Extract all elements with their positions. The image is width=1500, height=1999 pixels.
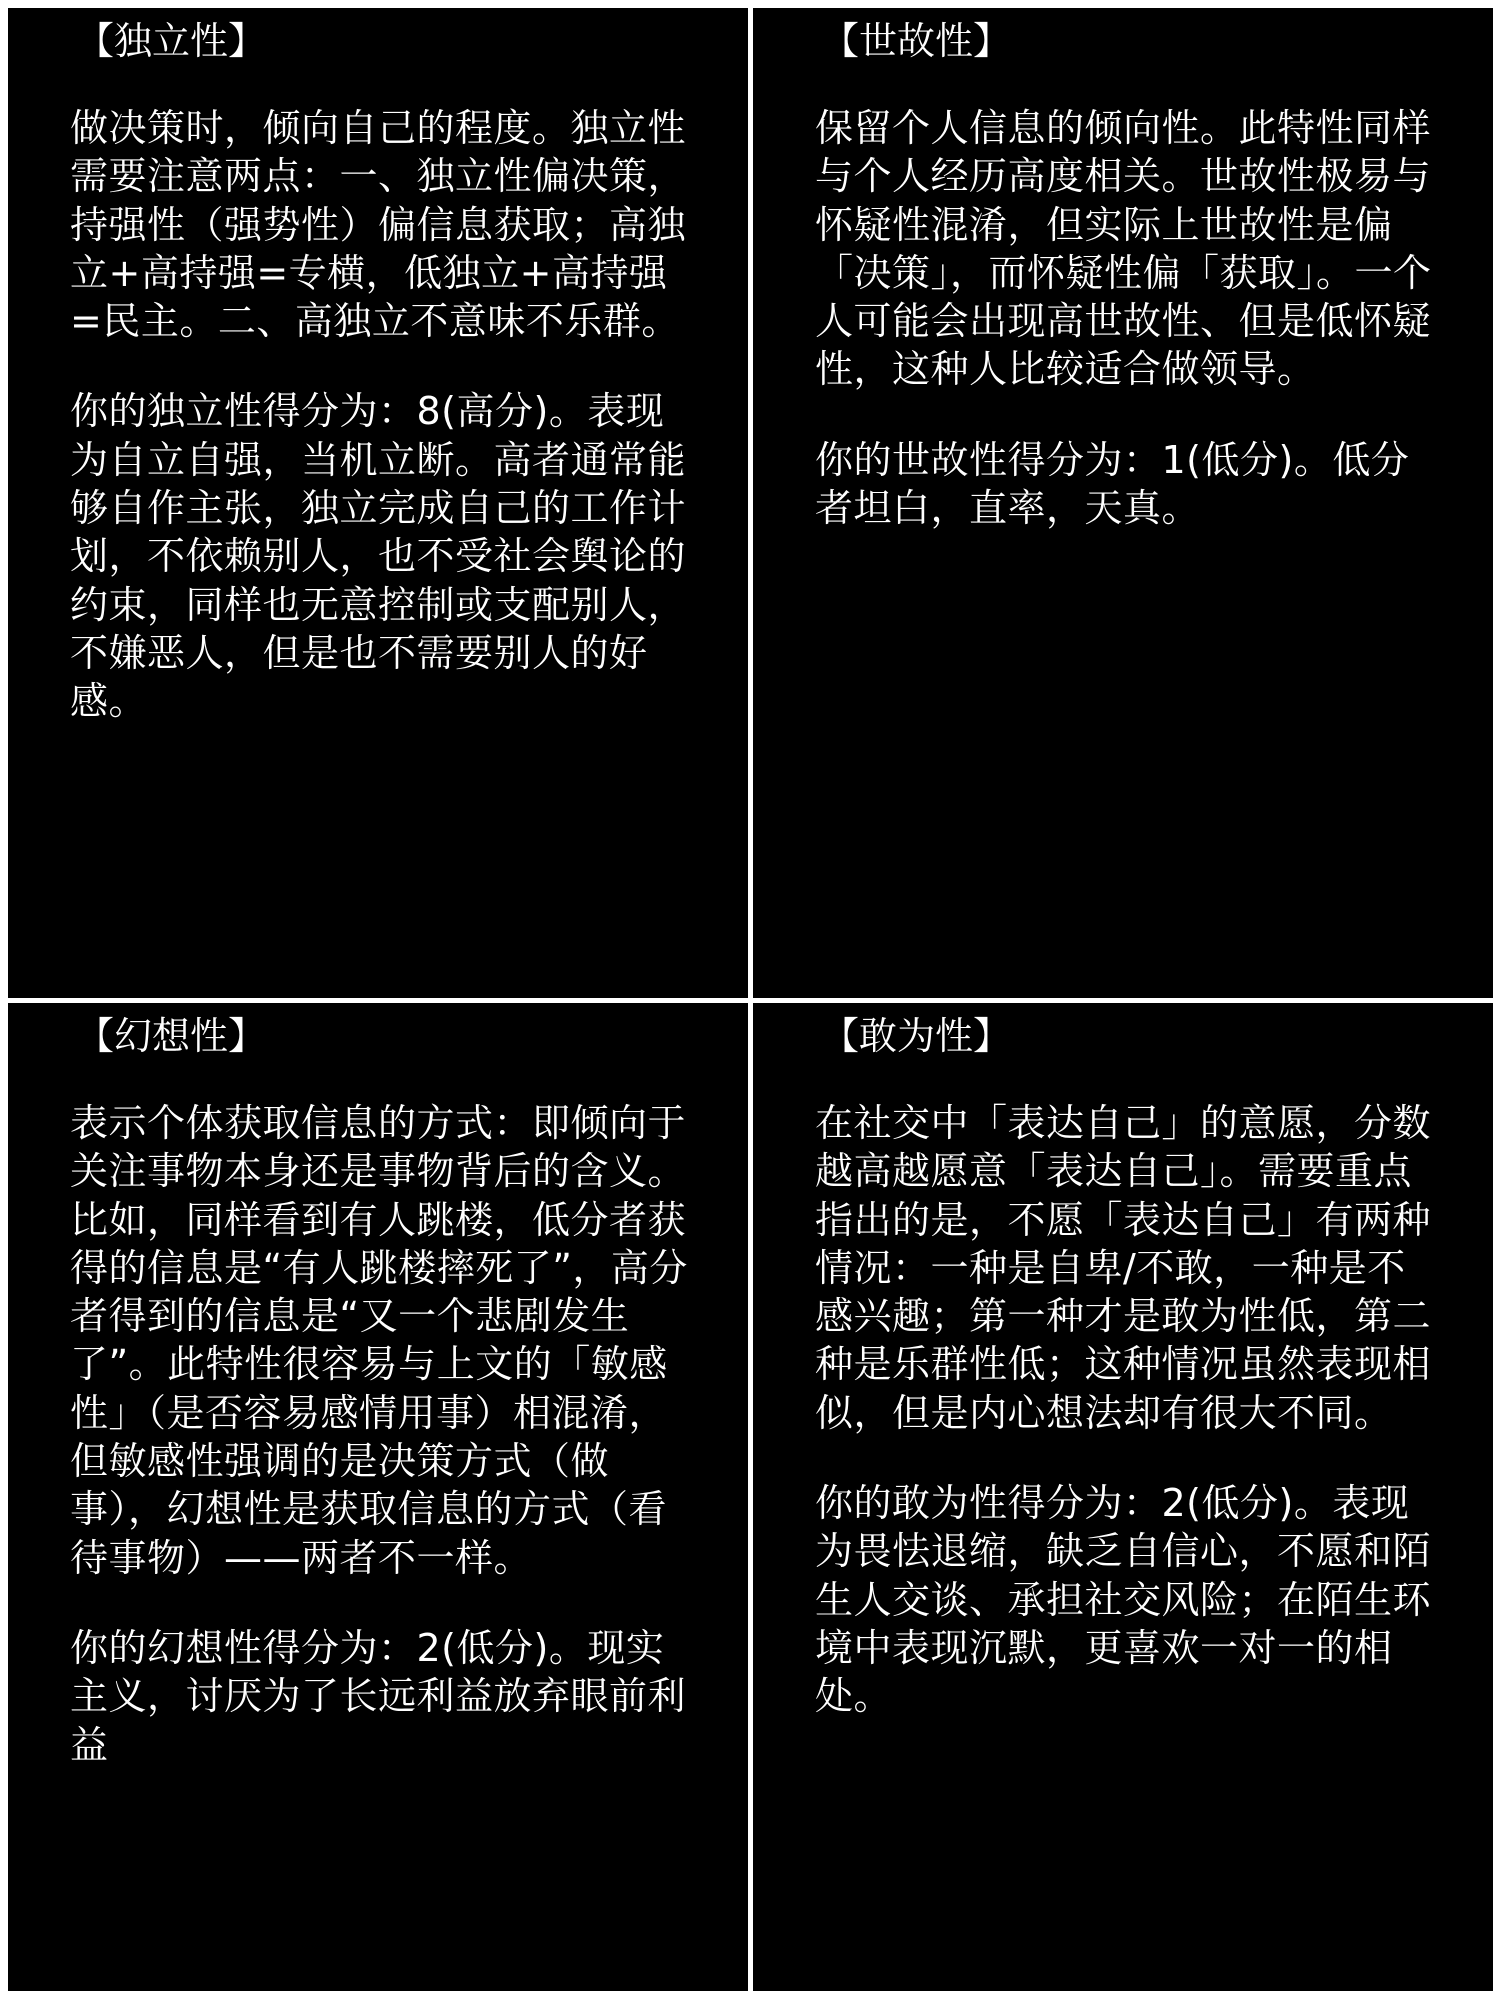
trait-title: 【独立性】 xyxy=(76,19,267,63)
trait-title: 【世故性】 xyxy=(821,19,1012,63)
trait-score: 你的世故性得分为：1(低分)。低分者坦白，直率，天真。 xyxy=(815,437,1410,531)
trait-panel-imagination xyxy=(8,1003,748,1991)
trait-description: 在社交中「表达自己」的意愿，分数越高越愿意「表达自己」。需要重点指出的是，不愿「表达自己」有两种情况：一种是自卑/不敢，一种是不感兴趣；第一种才是敢为性低，第二种是乐群性低；这种情况虽然表现相似，但是内心想法却有很大不同。 xyxy=(815,1101,1432,1435)
trait-score: 你的独立性得分为：8(高分)。表现为自立自强，当机立断。高者通常能够自作主张，独立完成自己的工作计划，不依赖别人，也不受社会舆论的约束，同样也无意控制或支配别人，不嫌恶人，但是也不需要别人的好感。 xyxy=(70,389,687,724)
trait-body xyxy=(70,104,690,726)
trait-score: 你的幻想性得分为：2(低分)。现实主义，讨厌为了长远利益放弃眼前利益 xyxy=(70,1625,687,1767)
trait-description: 保留个人信息的倾向性。此特性同样与个人经历高度相关。世故性极易与怀疑性混淆，但实际上世故性是偏「决策」，而怀疑性偏「获取」。一个人可能会出现高世故性、但是低怀疑性，这种人比较适合做领导。 xyxy=(815,106,1432,392)
trait-score: 你的敢为性得分为：2(低分)。表现为畏怯退缩，缺乏自信心，不愿和陌生人交谈、承担社交风险；在陌生环境中表现沉默，更喜欢一对一的相处。 xyxy=(815,1481,1432,1719)
trait-panel-worldliness xyxy=(753,8,1493,998)
trait-body xyxy=(70,1099,690,1769)
trait-description: 做决策时，倾向自己的程度。独立性需要注意两点：一、独立性偏决策，持强性（强势性）偏信息获取；高独立+高持强=专横，低独立+高持强=民主。二、高独立不意味不乐群。 xyxy=(70,106,687,344)
trait-title: 【敢为性】 xyxy=(821,1014,1012,1058)
trait-panel-boldness xyxy=(753,1003,1493,1991)
trait-panel-independence xyxy=(8,8,748,998)
trait-body xyxy=(815,1099,1435,1721)
trait-description: 表示个体获取信息的方式：即倾向于关注事物本身还是事物背后的含义。比如，同样看到有人跳楼，低分者获得的信息是“有人跳楼摔死了”，高分者得到的信息是“又一个悲剧发生了”。此特性很容易与上文的「敏感性」（是否容易感情用事）相混淆，但敏感性强调的是决策方式（做事），幻想性是获取信息的方式（看待事物）——两者不一样。 xyxy=(70,1101,688,1580)
trait-title: 【幻想性】 xyxy=(76,1014,267,1058)
trait-body xyxy=(815,104,1435,532)
